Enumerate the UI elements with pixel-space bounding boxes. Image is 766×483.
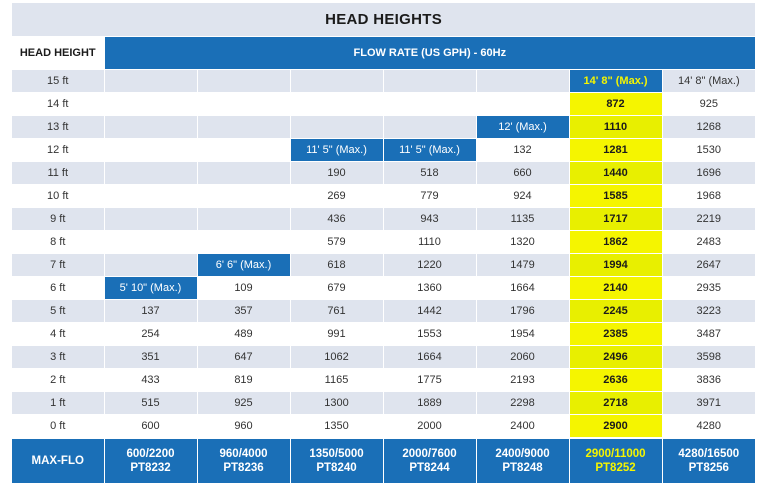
- empty-cell: [290, 70, 383, 93]
- head-height-label: 8 ft: [12, 231, 104, 254]
- table-row: [12, 254, 755, 277]
- highlighted-flow-cell: 2245: [569, 300, 662, 323]
- flow-value-cell: 351: [104, 346, 197, 369]
- table-row: [12, 116, 755, 139]
- model-cell: [104, 438, 197, 483]
- head-height-label: 5 ft: [12, 300, 104, 323]
- head-height-label: 15 ft: [12, 70, 104, 93]
- model-number: PT8244: [409, 462, 450, 474]
- head-height-label: 3 ft: [12, 346, 104, 369]
- head-height-label: 1 ft: [12, 392, 104, 415]
- empty-cell: [104, 185, 197, 208]
- model-cell: [197, 438, 290, 483]
- max-flo-row: [12, 438, 755, 483]
- table-row: [12, 392, 755, 415]
- flow-value-cell: 1553: [383, 323, 476, 346]
- flow-value-cell: 357: [197, 300, 290, 323]
- empty-cell: [104, 208, 197, 231]
- table-row: [12, 208, 755, 231]
- empty-cell: [104, 93, 197, 116]
- highlighted-flow-cell: 872: [569, 93, 662, 116]
- flow-value-cell: 254: [104, 323, 197, 346]
- flow-value-cell: 1968: [662, 185, 755, 208]
- flow-value-cell: 109: [197, 277, 290, 300]
- empty-cell: [104, 162, 197, 185]
- flow-value-cell: 2483: [662, 231, 755, 254]
- table-row: [12, 415, 755, 439]
- highlighted-flow-cell: 2385: [569, 323, 662, 346]
- flow-value-cell: 2647: [662, 254, 755, 277]
- flow-rate-header: FLOW RATE (US GPH) - 60Hz: [104, 37, 755, 70]
- model-number: PT8256: [688, 462, 729, 474]
- flow-value-cell: 436: [290, 208, 383, 231]
- flow-value-cell: 1360: [383, 277, 476, 300]
- flow-value-cell: 618: [290, 254, 383, 277]
- max-flo-value: 4280/16500: [678, 448, 740, 460]
- highlighted-flow-cell: 2900: [569, 415, 662, 439]
- flow-value-cell: 1664: [383, 346, 476, 369]
- flow-value-cell: 1442: [383, 300, 476, 323]
- flow-value-cell: 1664: [476, 277, 569, 300]
- highlighted-flow-cell: 1585: [569, 185, 662, 208]
- head-height-header: HEAD HEIGHT: [12, 37, 104, 70]
- empty-cell: [104, 70, 197, 93]
- flow-value-cell: 1135: [476, 208, 569, 231]
- highlighted-flow-cell: 2140: [569, 277, 662, 300]
- flow-value-cell: 960: [197, 415, 290, 439]
- flow-value-cell: 190: [290, 162, 383, 185]
- flow-value-cell: 132: [476, 139, 569, 162]
- max-flo-value: 600/2200: [126, 448, 175, 460]
- flow-value-cell: 2400: [476, 415, 569, 439]
- table-row: [12, 139, 755, 162]
- table-row: [12, 70, 755, 93]
- highlighted-flow-cell: 1994: [569, 254, 662, 277]
- flow-value-cell: 819: [197, 369, 290, 392]
- empty-cell: [383, 70, 476, 93]
- head-heights-table: [12, 2, 755, 483]
- flow-value-cell: 2060: [476, 346, 569, 369]
- table-row: [12, 300, 755, 323]
- model-cell: [383, 438, 476, 483]
- empty-cell: [104, 139, 197, 162]
- flow-value-cell: 489: [197, 323, 290, 346]
- flow-value-cell: 137: [104, 300, 197, 323]
- flow-value-cell: 924: [476, 185, 569, 208]
- table-row: [12, 185, 755, 208]
- flow-value-cell: 679: [290, 277, 383, 300]
- flow-value-cell: 925: [197, 392, 290, 415]
- flow-value-cell: 515: [104, 392, 197, 415]
- head-height-label: 4 ft: [12, 323, 104, 346]
- empty-cell: [383, 116, 476, 139]
- max-flo-value: 960/4000: [219, 448, 268, 460]
- flow-value-cell: 2935: [662, 277, 755, 300]
- max-flo-value: 2400/9000: [495, 448, 550, 460]
- flow-value-cell: 925: [662, 93, 755, 116]
- head-height-label: 0 ft: [12, 415, 104, 439]
- table-row: [12, 231, 755, 254]
- flow-value-cell: 1775: [383, 369, 476, 392]
- empty-cell: [290, 116, 383, 139]
- flow-value-cell: 3598: [662, 346, 755, 369]
- head-height-label: 13 ft: [12, 116, 104, 139]
- table-row: [12, 162, 755, 185]
- flow-value-cell: 600: [104, 415, 197, 439]
- flow-value-cell: 3836: [662, 369, 755, 392]
- table-row: [12, 323, 755, 346]
- model-number: PT8252: [595, 462, 636, 474]
- head-height-label: 14 ft: [12, 93, 104, 116]
- flow-value-cell: 2219: [662, 208, 755, 231]
- empty-cell: [197, 162, 290, 185]
- max-height-cell: 12' (Max.): [476, 116, 569, 139]
- head-height-label: 10 ft: [12, 185, 104, 208]
- flow-value-cell: 1220: [383, 254, 476, 277]
- flow-value-cell: 1696: [662, 162, 755, 185]
- highlighted-flow-cell: 1281: [569, 139, 662, 162]
- empty-cell: [104, 231, 197, 254]
- head-heights-chart: [12, 2, 753, 483]
- highlighted-flow-cell: 2496: [569, 346, 662, 369]
- highlighted-flow-cell: 1440: [569, 162, 662, 185]
- empty-cell: [197, 70, 290, 93]
- flow-value-cell: 3487: [662, 323, 755, 346]
- empty-cell: [197, 116, 290, 139]
- flow-value-cell: 1954: [476, 323, 569, 346]
- flow-value-cell: 779: [383, 185, 476, 208]
- flow-value-cell: 3223: [662, 300, 755, 323]
- model-number: PT8232: [130, 462, 171, 474]
- flow-value-cell: 761: [290, 300, 383, 323]
- flow-value-cell: 269: [290, 185, 383, 208]
- highlighted-flow-cell: 1717: [569, 208, 662, 231]
- flow-value-cell: 1796: [476, 300, 569, 323]
- table-row: [12, 346, 755, 369]
- model-number: PT8248: [502, 462, 543, 474]
- table-title: HEAD HEIGHTS: [12, 3, 755, 37]
- max-flo-value: 2000/7600: [402, 448, 457, 460]
- highlighted-flow-cell: 1110: [569, 116, 662, 139]
- flow-value-cell: 1350: [290, 415, 383, 439]
- max-height-cell: 6' 6" (Max.): [197, 254, 290, 277]
- flow-value-cell: 1110: [383, 231, 476, 254]
- flow-value-cell: 1268: [662, 116, 755, 139]
- head-height-label: 11 ft: [12, 162, 104, 185]
- flow-value-cell: 518: [383, 162, 476, 185]
- flow-value-cell: 579: [290, 231, 383, 254]
- highlighted-flow-cell: 2718: [569, 392, 662, 415]
- empty-cell: [197, 93, 290, 116]
- model-cell: [476, 438, 569, 483]
- model-cell: [290, 438, 383, 483]
- table-row: [12, 369, 755, 392]
- head-height-label: 2 ft: [12, 369, 104, 392]
- empty-cell: [104, 254, 197, 277]
- empty-cell: [476, 93, 569, 116]
- highlighted-flow-cell: 2636: [569, 369, 662, 392]
- flow-value-cell: 1300: [290, 392, 383, 415]
- max-flo-label: MAX-FLO: [12, 438, 104, 483]
- head-height-label: 7 ft: [12, 254, 104, 277]
- highlighted-max-cell: 14' 8" (Max.): [569, 70, 662, 93]
- flow-value-cell: 2000: [383, 415, 476, 439]
- flow-value-cell: 3971: [662, 392, 755, 415]
- flow-value-cell: 2193: [476, 369, 569, 392]
- flow-value-cell: 1530: [662, 139, 755, 162]
- head-height-label: 12 ft: [12, 139, 104, 162]
- empty-cell: [383, 93, 476, 116]
- flow-value-cell: 1062: [290, 346, 383, 369]
- empty-cell: [197, 208, 290, 231]
- flow-value-cell: 4280: [662, 415, 755, 439]
- flow-value-cell: 991: [290, 323, 383, 346]
- table-row: [12, 93, 755, 116]
- head-height-label: 6 ft: [12, 277, 104, 300]
- max-height-cell: 5' 10" (Max.): [104, 277, 197, 300]
- empty-cell: [476, 70, 569, 93]
- flow-value-cell: 1479: [476, 254, 569, 277]
- flow-value-cell: 2298: [476, 392, 569, 415]
- empty-cell: [197, 139, 290, 162]
- table-row: [12, 277, 755, 300]
- max-height-cell: 11' 5" (Max.): [383, 139, 476, 162]
- flow-value-cell: 943: [383, 208, 476, 231]
- flow-value-cell: 1165: [290, 369, 383, 392]
- flow-value-cell: 660: [476, 162, 569, 185]
- max-flo-value: 2900/11000: [585, 448, 646, 460]
- flow-value-cell: 647: [197, 346, 290, 369]
- highlighted-flow-cell: 1862: [569, 231, 662, 254]
- empty-cell: [197, 231, 290, 254]
- model-cell: [569, 438, 662, 483]
- model-number: PT8240: [316, 462, 357, 474]
- head-height-label: 9 ft: [12, 208, 104, 231]
- flow-value-cell: 433: [104, 369, 197, 392]
- empty-cell: [197, 185, 290, 208]
- table-body: [12, 70, 755, 439]
- empty-cell: [104, 116, 197, 139]
- flow-value-cell: 1320: [476, 231, 569, 254]
- model-cell: [662, 438, 755, 483]
- model-number: PT8236: [223, 462, 264, 474]
- max-flo-value: 1350/5000: [309, 448, 364, 460]
- flow-value-cell: 14' 8" (Max.): [662, 70, 755, 93]
- flow-value-cell: 1889: [383, 392, 476, 415]
- max-height-cell: 11' 5" (Max.): [290, 139, 383, 162]
- empty-cell: [290, 93, 383, 116]
